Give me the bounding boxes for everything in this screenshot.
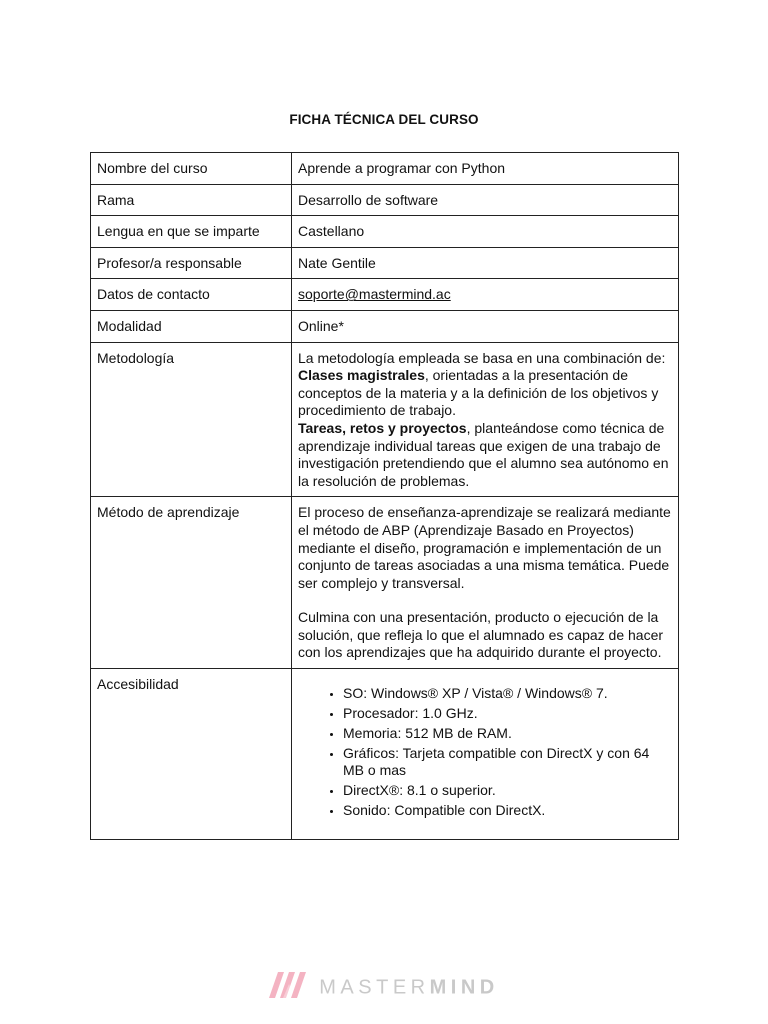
list-item: • DirectX®: 8.1 o superior. xyxy=(343,782,672,799)
methodology-item-tasks-text: , planteándose como técnica de aprendizaje individual tareas que exigen de una trabajo de investigación pretendiendo que el alumno sea autónomo en la resolución de problemas. xyxy=(298,419,669,489)
row-value-learning-method xyxy=(292,497,679,669)
methodology-intro: La metodología empleada se basa en una combinación de: xyxy=(298,349,666,366)
table-row xyxy=(91,342,679,497)
methodology-item-tasks-title: Tareas, retos y proyectos xyxy=(298,419,467,436)
methodology-item-lectures-title: Clases magistrales xyxy=(298,367,425,384)
brand-name xyxy=(319,977,498,999)
methodology-item-tasks xyxy=(298,420,672,490)
table-row xyxy=(91,669,679,840)
requirements-list xyxy=(298,685,672,819)
row-label-contact: Datos de contacto xyxy=(91,279,292,311)
list-item: • Procesador: 1.0 GHz. xyxy=(343,705,672,722)
paragraph-gap xyxy=(298,592,672,609)
table-row xyxy=(91,497,679,669)
list-item: • Memoria: 512 MB de RAM. xyxy=(343,725,672,742)
contact-email-link[interactable]: soporte@mastermind.ac xyxy=(298,286,451,303)
footer-brand xyxy=(0,972,768,1004)
learning-paragraph-1: El proceso de enseñanza-aprendizaje se realizará mediante el método de ABP (Aprendizaje Basado en Proyectos) mediante el diseño, programación e implementación de un conjunto de tareas asociadas a una misma temática. Puede ser complejo y transversal. xyxy=(298,504,671,591)
table-row xyxy=(91,310,679,342)
row-value-contact xyxy=(292,279,679,311)
row-label-branch: Rama xyxy=(91,184,292,216)
row-label-course-name: Nombre del curso xyxy=(91,153,292,185)
list-item: • Gráficos: Tarjeta compatible con DirectX y con 64 MB o mas xyxy=(343,745,672,780)
row-value-branch: Desarrollo de software xyxy=(292,184,679,216)
row-label-learning-method: Método de aprendizaje xyxy=(91,497,292,669)
list-item: • SO: Windows® XP / Vista® / Windows® 7. xyxy=(343,685,672,702)
row-value-language: Castellano xyxy=(292,216,679,248)
brand-name-light: MASTER xyxy=(319,976,430,999)
list-item: • Sonido: Compatible con DirectX. xyxy=(343,802,672,819)
table-row xyxy=(91,279,679,311)
row-label-modality: Modalidad xyxy=(91,310,292,342)
row-label-accessibility: Accesibilidad xyxy=(91,669,292,840)
row-value-teacher: Nate Gentile xyxy=(292,247,679,279)
row-label-teacher: Profesor/a responsable xyxy=(91,247,292,279)
table-row xyxy=(91,247,679,279)
methodology-item-lectures-text: , orientadas a la presentación de conceptos de la materia y a la definición de los objetivos y procedimiento de trabajo. xyxy=(298,367,659,419)
row-value-accessibility xyxy=(292,669,679,840)
row-value-course-name: Aprende a programar con Python xyxy=(292,153,679,185)
row-label-language: Lengua en que se imparte xyxy=(91,216,292,248)
table-row xyxy=(91,153,679,185)
table-row xyxy=(91,184,679,216)
learning-paragraph-2: Culmina con una presentación, producto o ejecución de la solución, que refleja lo que el alumnado es capaz de hacer con los aprendizajes que ha adquirido durante el proyecto. xyxy=(298,609,664,661)
row-value-methodology xyxy=(292,342,679,497)
document-title: FICHA TÉCNICA DEL CURSO xyxy=(289,112,479,127)
course-sheet-table xyxy=(90,152,679,840)
brand-name-bold: MIND xyxy=(429,976,499,999)
row-value-modality: Online* xyxy=(292,310,679,342)
row-label-methodology: Metodología xyxy=(91,342,292,497)
mastermind-logo-icon xyxy=(269,972,309,1004)
table-row xyxy=(91,216,679,248)
methodology-item-lectures xyxy=(298,367,672,420)
